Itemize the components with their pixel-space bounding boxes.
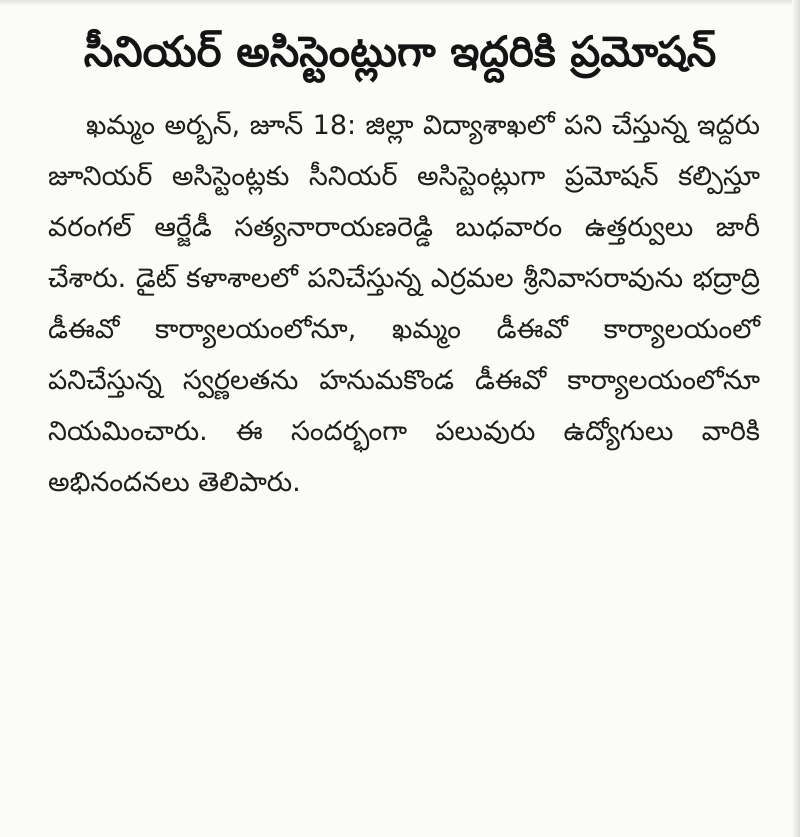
clipping-right-edge <box>792 0 800 837</box>
headline: సీనియర్ అసిస్టెంట్లుగా ఇద్దరికి ప్రమోషన్ <box>83 27 717 76</box>
clipping-top-edge <box>0 0 800 6</box>
article-body: ఖమ్మం అర్బన్, జూన్ 18: జిల్లా విద్యాశాఖలో పని చేస్తున్న ఇద్దరు జూనియర్ అసిస్టెంట్లకు సీనియర్ అసిస్టెంట్లుగా ప్రమోషన్ కల్పిస్తూ వరంగల్ ఆర్జేడీ సత్యనారాయణరెడ్డి బుధవారం ఉత్తర్వులు జారీ చేశారు. డైట్ కళాశాలలో పనిచేస్తున్న ఎర్రమల శ్రీనివాసరావును భద్రాద్రి డీఈవో కార్యాలయంలోనూ, ఖమ్మం డీఈవో కార్యాలయంలో పనిచేస్తున్న స్వర్ణలతను హనుమకొండ డీఈవో కార్యాలయంలోనూ నియమించారు. ఈ సందర్భంగా పలువురు ఉద్యోగులు వారికి అభినందనలు తెలిపారు. <box>48 110 760 498</box>
